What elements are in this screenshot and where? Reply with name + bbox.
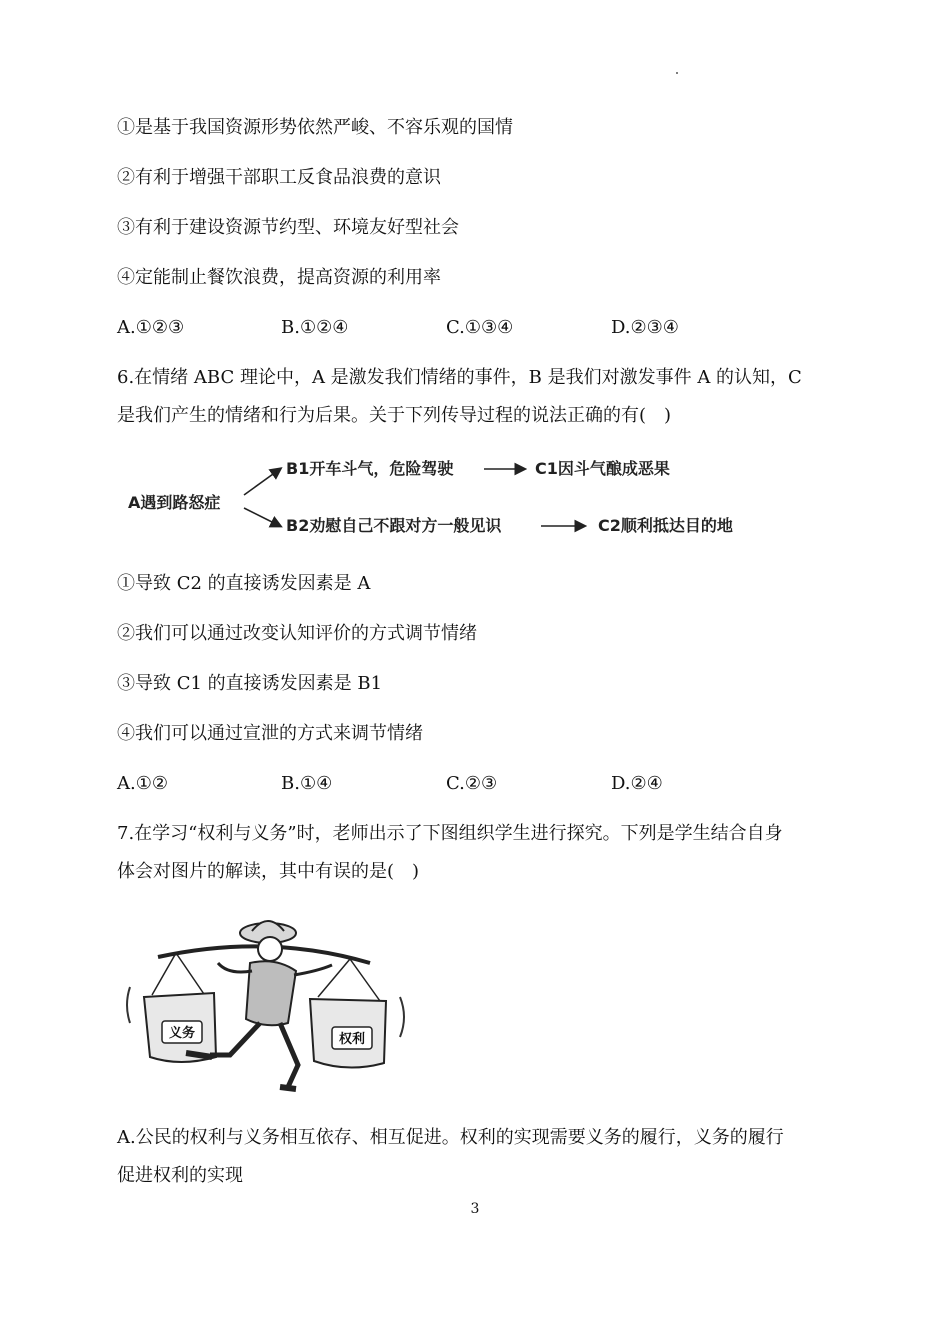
basket-label-rights: 权利 bbox=[338, 1032, 366, 1047]
arrow-a-to-b2 bbox=[244, 508, 280, 526]
q5-statement-3: ③有利于建设资源节约型、环境友好型社会 bbox=[117, 217, 459, 238]
diagram-node-b1: B1开车斗气，危险驾驶 bbox=[286, 459, 454, 478]
q6-stem-line-2: 是我们产生的情绪和行为后果。关于下列传导过程的说法正确的有( ) bbox=[117, 405, 672, 426]
diagram-node-c2: C2顺利抵达目的地 bbox=[598, 516, 733, 535]
q5-option-a: A.①②③ bbox=[117, 317, 185, 338]
diagram-arrows bbox=[0, 0, 950, 600]
q5-option-d: D.②③④ bbox=[611, 317, 679, 338]
q6-statement-1: ①导致 C2 的直接诱发因素是 A bbox=[117, 573, 371, 594]
q7-stem-line-1: 7.在学习“权利与义务”时，老师出示了下图组织学生进行探究。下列是学生结合自身 bbox=[117, 823, 783, 844]
q5-statement-2: ②有利于增强干部职工反食品浪费的意识 bbox=[117, 167, 441, 188]
q6-statement-3: ③导致 C1 的直接诱发因素是 B1 bbox=[117, 673, 383, 694]
carrying-pole-illustration bbox=[118, 905, 418, 1095]
basket-label-duty: 义务 bbox=[168, 1026, 196, 1041]
q6-statement-4: ④我们可以通过宣泄的方式来调节情绪 bbox=[117, 723, 423, 744]
q7-option-a-line-2: 促进权利的实现 bbox=[117, 1165, 243, 1186]
q6-option-a: A.①② bbox=[117, 773, 168, 794]
q6-statement-2: ②我们可以通过改变认知评价的方式调节情绪 bbox=[117, 623, 477, 644]
q7-stem-line-2: 体会对图片的解读，其中有误的是( ) bbox=[117, 861, 420, 882]
q6-option-d: D.②④ bbox=[611, 773, 663, 794]
page-number: 3 bbox=[470, 1201, 480, 1217]
q6-option-c: C.②③ bbox=[446, 773, 498, 794]
diagram-node-a: A遇到路怒症 bbox=[128, 493, 221, 512]
q6-stem-line-1: 6.在情绪 ABC 理论中，A 是激发我们情绪的事件，B 是我们对激发事件 A 的认知，C bbox=[117, 367, 802, 388]
diagram-node-b2: B2劝慰自己不跟对方一般见识 bbox=[286, 516, 502, 535]
q5-option-b: B.①②④ bbox=[281, 317, 349, 338]
q6-option-b: B.①④ bbox=[281, 773, 333, 794]
q7-option-a-line-1: A.公民的权利与义务相互依存、相互促进。权利的实现需要义务的履行，义务的履行 bbox=[117, 1127, 784, 1148]
diagram-node-c1: C1因斗气酿成恶果 bbox=[535, 459, 670, 478]
q5-statement-4: ④定能制止餐饮浪费，提高资源的利用率 bbox=[117, 267, 441, 288]
q5-statement-1: ①是基于我国资源形势依然严峻、不容乐观的国情 bbox=[117, 117, 513, 138]
q5-option-c: C.①③④ bbox=[446, 317, 514, 338]
arrow-a-to-b1 bbox=[244, 469, 280, 495]
